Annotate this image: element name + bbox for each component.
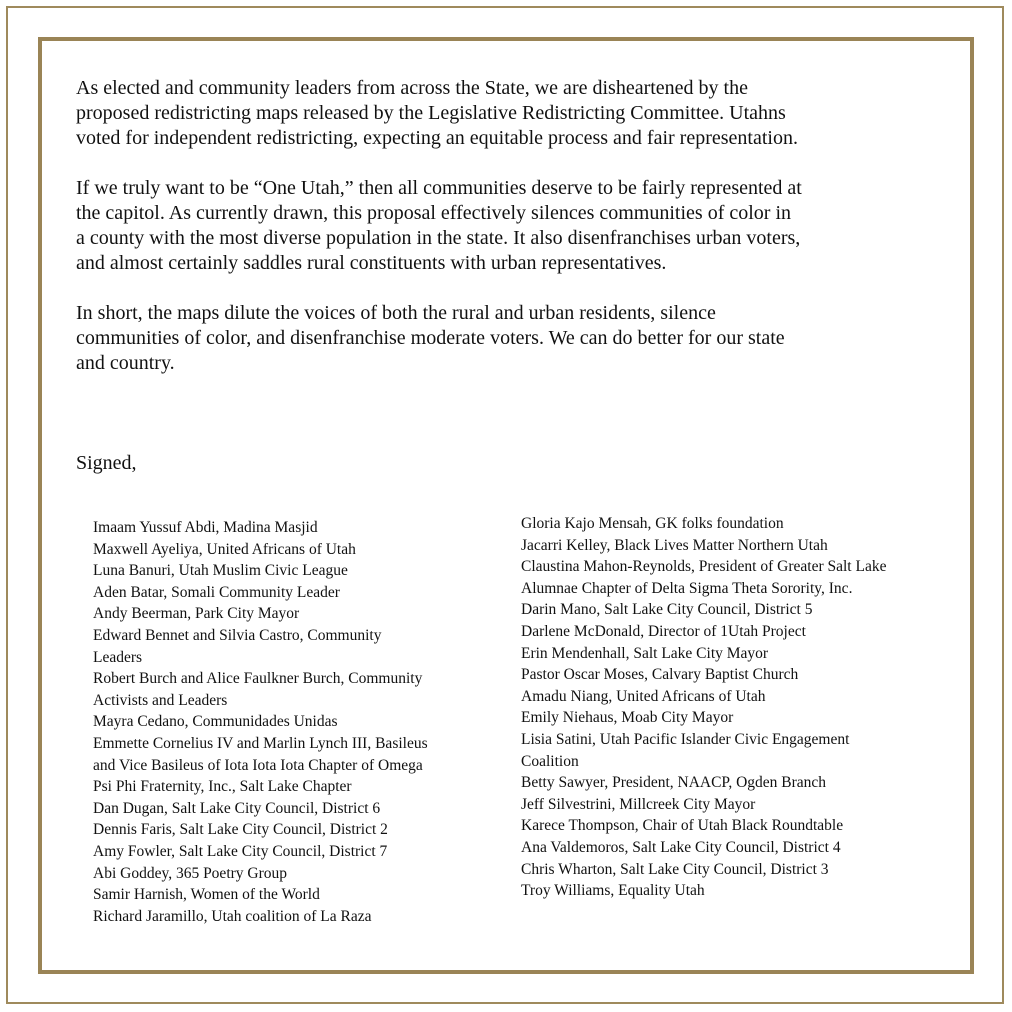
signatory: Pastor Oscar Moses, Calvary Baptist Church <box>521 666 799 684</box>
signatory: Amy Fowler, Salt Lake City Council, District 7 <box>93 842 388 860</box>
letter-body <box>76 76 956 401</box>
signatories-left-column <box>93 517 493 927</box>
signed-label: Signed, <box>76 452 137 474</box>
signatory: Richard Jaramillo, Utah coalition of La Raza <box>93 907 372 925</box>
signatory: Robert Burch and Alice Faulkner Burch, Community Activists and Leaders <box>93 670 423 709</box>
signatory: Lisia Satini, Utah Pacific Islander Civic Engagement Coalition <box>521 730 850 770</box>
signatory: Andy Beerman, Park City Mayor <box>93 605 300 623</box>
signatory: Chris Wharton, Salt Lake City Council, District 3 <box>521 860 829 878</box>
signatory: Luna Banuri, Utah Muslim Civic League <box>93 562 348 580</box>
paragraph-3: In short, the maps dilute the voices of both the rural and urban residents, silence communities of color, and disenfranchise moderate voters. We can do better for our state and country. <box>76 302 785 374</box>
paragraph-1: As elected and community leaders from across the State, we are disheartened by the proposed redistricting maps released by the Legislative Redistricting Committee. Utahns voted for independent redistricting, expecting an equitable process and fair representation. <box>76 77 798 149</box>
signatory: Darin Mano, Salt Lake City Council, District 5 <box>521 601 813 619</box>
signatory: Dennis Faris, Salt Lake City Council, District 2 <box>93 821 388 839</box>
signatory: Samir Harnish, Women of the World <box>93 886 320 904</box>
signatory: Gloria Kajo Mensah, GK folks foundation <box>521 515 784 532</box>
signatory: Mayra Cedano, Communidades Unidas <box>93 713 338 731</box>
signatory: Ana Valdemoros, Salt Lake City Council, District 4 <box>521 838 841 856</box>
signatory: Aden Batar, Somali Community Leader <box>93 583 340 601</box>
signatory: Emily Niehaus, Moab City Mayor <box>521 709 734 727</box>
signatories-right-column <box>521 513 961 902</box>
signatory: Jacarri Kelley, Black Lives Matter Northern Utah <box>521 536 828 554</box>
signatory: Emmette Cornelius IV and Marlin Lynch III, Basileus and Vice Basileus of Iota Iota Iota Chapter of Omega Psi Phi Fraternity, Inc., Salt Lake Chapter <box>93 734 428 796</box>
signatory: Jeff Silvestrini, Millcreek City Mayor <box>521 795 756 813</box>
signatory: Darlene McDonald, Director of 1Utah Project <box>521 622 806 640</box>
signatory: Abi Goddey, 365 Poetry Group <box>93 864 288 882</box>
paragraph-2: If we truly want to be “One Utah,” then all communities deserve to be fairly represented at the capitol. As currently drawn, this proposal effectively silences communities of color in a county with the most diverse population in the state. It also disenfranchises urban voters, and almost certainly saddles rural constituents with urban representatives. <box>76 177 802 274</box>
signatory: Erin Mendenhall, Salt Lake City Mayor <box>521 644 769 662</box>
signatory: Edward Bennet and Silvia Castro, Community Leaders <box>93 626 382 666</box>
signatory: Amadu Niang, United Africans of Utah <box>521 687 766 705</box>
signatory: Imaam Yussuf Abdi, Madina Masjid <box>93 519 318 536</box>
signatory: Dan Dugan, Salt Lake City Council, District 6 <box>93 799 381 817</box>
signatory: Karece Thompson, Chair of Utah Black Roundtable <box>521 817 844 835</box>
signatory: Maxwell Ayeliya, United Africans of Utah <box>93 540 356 558</box>
signatory: Troy Williams, Equality Utah <box>521 882 705 900</box>
signatory: Claustina Mahon-Reynolds, President of Greater Salt Lake Alumnae Chapter of Delta Sigma Theta Sorority, Inc. <box>521 558 887 597</box>
signatory: Betty Sawyer, President, NAACP, Ogden Branch <box>521 774 827 792</box>
